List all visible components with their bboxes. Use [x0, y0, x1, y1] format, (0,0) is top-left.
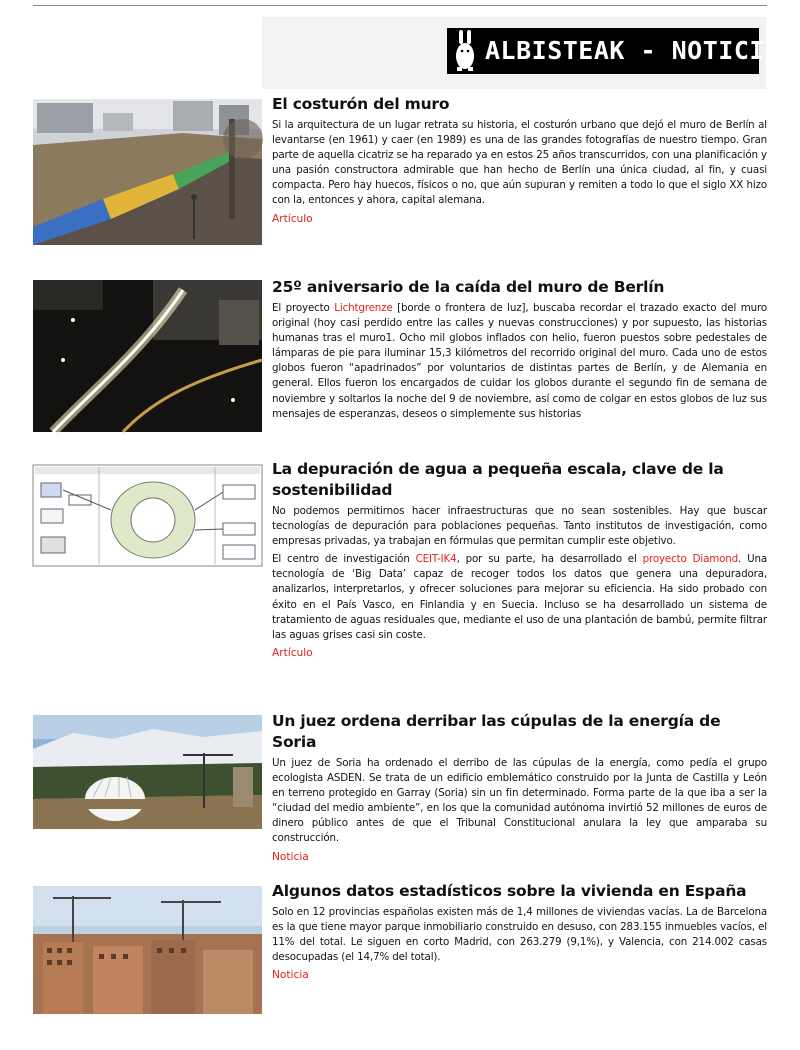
top-divider	[33, 5, 767, 6]
article-title[interactable]: La depuración de agua a pequeña escala, clave de la sostenibilidad	[272, 460, 724, 499]
housing-construction-photo[interactable]	[33, 886, 262, 1014]
rabbit-icon	[453, 28, 477, 74]
article-title[interactable]: El costurón del muro	[272, 95, 450, 113]
article-body: Solo en 12 provincias españolas existen más de 1,4 millones de viviendas vacías. La de Barcelona es la que tiene mayor parque inmobiliario construido en desuso, con 283.155 inmuebles vacíos, el 11% del total. Le siguen en corto Madrid, con 263.279 (9,1%), y Valencia, con 214.002 casas desocupadas (el 14,7% del total).	[272, 906, 767, 964]
article-link[interactable]: Artículo	[272, 646, 313, 659]
article-title[interactable]: 25º aniversario de la caída del muro de Berlín	[272, 278, 665, 296]
article-body: El centro de investigación CEIT-IK4, por su parte, ha desarrollado el proyecto Diamond. Una tecnología de ‘Big Data’ capaz de recoger todos los datos que genera una depuradora, analizarlos, interpretarlos, y ofrecer soluciones para mejorar su eficiencia. Ha sido probado con éxito en el País Vasco, en Finlandia y en Suecia. Incluso se ha desarrollado un sistema de tratamiento de aguas residuales que, mediante el uso de una plantación de bambú, permite filtrar las aguas grises casi sin coste.	[272, 553, 767, 641]
article-body: El proyecto Lichtgrenze [borde o frontera de luz], buscaba recordar el trazado exacto del muro original (hoy casi perdido entre las calles y nuevas construcciones) y por supuesto, las historias humanas tras el muro1. Ocho mil globos inflados con helio, fueron puestos sobre pedestales de lámparas de pie para iluminar 15,3 kilómetros del recorrido original del muro. Cada uno de estos globos fueron “apadrinados” por voluntarios de distintas partes de Berlín, y de Alemania en general. Ellos fueron los encargados de cuidar los globos durante el segundo fin de semana de noviembre y soltarlos la noche del 9 de noviembre, así como de colgar en estos globos de luz sus mensajes de esperanzas, deseos o simplemente sus historias	[272, 302, 768, 420]
soria-domes-photo[interactable]	[33, 715, 262, 829]
water-treatment-diagram[interactable]	[33, 465, 262, 566]
site-logo[interactable]	[447, 28, 797, 74]
article-link[interactable]: Artículo	[272, 212, 313, 225]
article-body: Un juez de Soria ha ordenado el derribo de las cúpulas de la energía, como pedía el grupo ecologista ASDEN. Se trata de un edificio emblemático construido por la Junta de Castilla y León en terreno protegido en Garray (Soria) sin un fin determinado. Forma parte de la que iba a ser la “ciudad del medio ambiente”, en los que la comunidad autónoma invirtió 52 millones de euros de dinero público antes de que el Tribunal Constitucional anulara la ley que amparaba su construcción.	[272, 757, 767, 845]
lichtgrenze-night-photo[interactable]	[33, 280, 262, 432]
article-title[interactable]: Un juez ordena derribar las cúpulas de la energía de Soria	[272, 712, 721, 751]
article-body: Si la arquitectura de un lugar retrata su historia, el costurón urbano que dejó el muro de Berlín al levantarse (en 1961) y caer (en 1989) es una de las grandes fotografías de nuestro tiempo. Gran parte de aquella cicatriz se ha reparado ya en estos 25 años transcurridos, con una planificación y una pasión constructora admirable que han hecho de Berlín una única ciudad, al fin, y cuasi compacta. Pero hay huecos, físicos o no, que aún supuran y remiten a todo lo que el siglo XX hizo con la, entonces y ahora, capital alemana.	[272, 119, 767, 207]
ceit-ik4-link[interactable]: CEIT-IK4	[415, 553, 457, 566]
article-title[interactable]: Algunos datos estadísticos sobre la vivienda en España	[272, 882, 747, 900]
article-body: No podemos permitirnos hacer infraestructuras que no sean sostenibles. Hay que buscar tecnologías de depuración para poblaciones pequeñas. Tanto institutos de investigación, como empresas privadas, ya trabajan en fórmulas que permitan cumplir este objetivo.	[272, 505, 767, 548]
proyecto-diamond-link[interactable]: proyecto Diamond	[642, 553, 739, 566]
berlin-wall-photo[interactable]	[33, 99, 262, 245]
article-link[interactable]: Noticia	[272, 850, 309, 863]
article-link[interactable]: Noticia	[272, 969, 309, 982]
logo-text: ALBISTEAK - NOTICIAS	[485, 36, 797, 65]
lichtgrenze-link[interactable]: Lichtgrenze	[334, 302, 393, 314]
